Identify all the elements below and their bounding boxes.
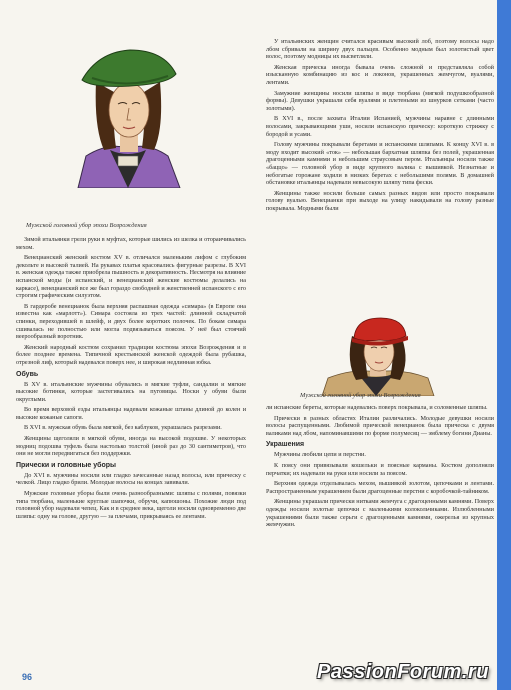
portrait-green-hat xyxy=(68,38,188,188)
heading-jewelry: Украшения xyxy=(266,441,305,449)
caption-right: Мужской головной убор эпохи Возрождения xyxy=(300,392,421,399)
paragraph: В гардеробе венецианок была верхняя распашная одежда «симара» (в Европе она известна как «марлотт»). Симара состояла из трех частей: длинной складчатой спинки, переходившей в шлейф, и двух более коротких полочек. По бокам симара сшивалась не полностью или могла подвязываться поясом. У неё был стоячий веерообразный воротник. xyxy=(16,302,246,341)
paragraph: До XVI в. мужчины носили или гладко зачесанные назад волосы, или прическу с челкой. Лицо гладко брили. Молодые волосы на концах завивали. xyxy=(16,471,246,487)
watermark: PassionForum.ru xyxy=(317,661,489,683)
paragraph: Мужчины любили цепи и перстни. xyxy=(274,451,366,459)
paragraph: Женский народный костюм сохранил традиции костюма эпохи Возрождения и в более позднее времена. Типичной крестьянской женской одеждой была рубашка, отрезной лиф, который надевался поверх нее, и широкая недлинная юбка. xyxy=(16,343,246,366)
paragraph: У итальянских женщин считался красивым высокий лоб, поэтому волосы надо лбом сбривали на ширину двух пальцев. Особенно модным был золотистый цвет волос, поэтому модницы их высветляли. xyxy=(266,38,494,61)
heading-shoes: Обувь xyxy=(16,370,39,378)
paragraph: Венецианский женский костюм XV в. отличался маленьким лифом с глубоким декольте и высокой талией. На рукавах платья красовались фигурные разрезы. В XVI в. женская одежда также приобрела пышность и декоративность. Несмотря на влияние испанской моды (и испанский, и венецианский женские костюмы делались на каркасе), венецианский все же был гораздо свободней и женственней испанского с его строгим графическим силуэтом. xyxy=(16,254,246,300)
paragraph: В XV в. итальянские мужчины обувались в мягкие туфли, сандалии и мягкие высокие ботинки, которые застегивались на пуговицы. Носки у обуви были округлыми. xyxy=(16,380,246,403)
paragraph: В XVI в., после захвата Италии Испанией, мужчины наравне с длинными волосами, закрывающими уши, носили испанскую прическу: короткую стрижку с бородой и усами. xyxy=(266,115,494,138)
portrait-red-hat xyxy=(318,316,438,396)
paragraph: Женская прическа иногда бывала очень сложной и представляла собой изысканную комбинацию из кос и локонов, украшенных жемчугом, вуалями, лентами. xyxy=(266,63,494,86)
paragraph: Женщины также носили больше самых разных видов или просто покрывали голову вуалью. Венецианки при выходе на улицу накидывали на голову разные покрывала. Модными были xyxy=(266,189,494,212)
right-column-bottom xyxy=(266,404,494,664)
heading-hair: Прически и головные уборы xyxy=(16,461,117,469)
paragraph: Прически в разных областях Италии различались. Молодые девушки носили волосы распущенными. Любимой прической венецианок была прическа с двумя валиками над лбом, напоминавшими по форме полумесяц — эмблему богини Дианы. xyxy=(266,414,494,437)
paragraph: Замужние женщины носили шляпы в виде тюрбана (мягкой подушкообразной формы). Девушки украшали себя вуалями и плетеными из шнурков сетками (часто золотыми). xyxy=(266,89,494,112)
paragraph: Мужские головные уборы были очень разнообразными: шляпы с полями, повязки типа тюрбана, маленькие круглые шапочки, обручи, капюшоны. Похожие люди под головной убор надевали чепец. Как и в среднее века, щеголи носили одновременно две шляпы: одну на голове, другую — за плечами, прикрываясь ее лентами. xyxy=(16,490,246,520)
left-column xyxy=(16,236,246,656)
paragraph: Женщины щеголяли в мягкой обуви, иногда на высокой подошве. У некоторых модниц подошва туфель была настолько толстой (иной раз до 30 сантиметров), что они не могли передвигаться без поддержки. xyxy=(16,435,246,458)
paragraph: Верхняя одежда отделывалась мехом, вышивкой золотом, цепочками и лентами. Распространенным украшением были драгоценные перстни с коробочкой-тайником. xyxy=(266,480,494,495)
paragraph: Женщины украшали прически нитками жемчуга с драгоценными камнями. Поверх одежды носили золотые цепочки с маленькими колокольчиками. Излюбленными украшениями были также серьги с драгоценными камнями, ожерелья из крупных жемчужин. xyxy=(266,498,494,529)
paragraph: К поясу они привязывали кошельки и поясные карманы. Костюм дополняли перчатки; их надевали на руки или носили за поясом. xyxy=(266,461,494,477)
right-column-top xyxy=(266,38,494,316)
paragraph: Голову мужчины покрывали беретами и испанскими шляпами. К концу XVI в. в моду входит высокий «ток» — небольшая бархатная шляпка без полей, украшенная драгоценными камнями и небольшим страусовым пером. Итальянцы носили также «баццо» — головной убор в виде крупного валика с вышивкой. Незнатные и небогатые горожане ходили в низких беретах с небольшими полями. В домашней обстановке итальянцы надевали невысокую шляпу типа фески. xyxy=(266,141,494,187)
caption-left: Мужской головной убор эпохи Возрождения xyxy=(26,222,147,229)
paragraph: Во время верховой езды итальянцы надевали кожаные штаны длиной до колен и высокие кожаные сапоги. xyxy=(16,406,246,421)
page-number: 96 xyxy=(22,672,33,682)
paragraph: ли испанские береты, которые надевались поверх покрывала, и соломенные шляпы. xyxy=(266,404,488,411)
page-edge-accent xyxy=(497,0,511,690)
paragraph: В XVI в. мужская обувь была мягкой, без каблуков, украшалась разрезами. xyxy=(24,424,222,432)
paragraph: Зимой итальянки грели руки в муфтах, которые шились из шелка и отораичивались мехом. xyxy=(16,236,246,251)
